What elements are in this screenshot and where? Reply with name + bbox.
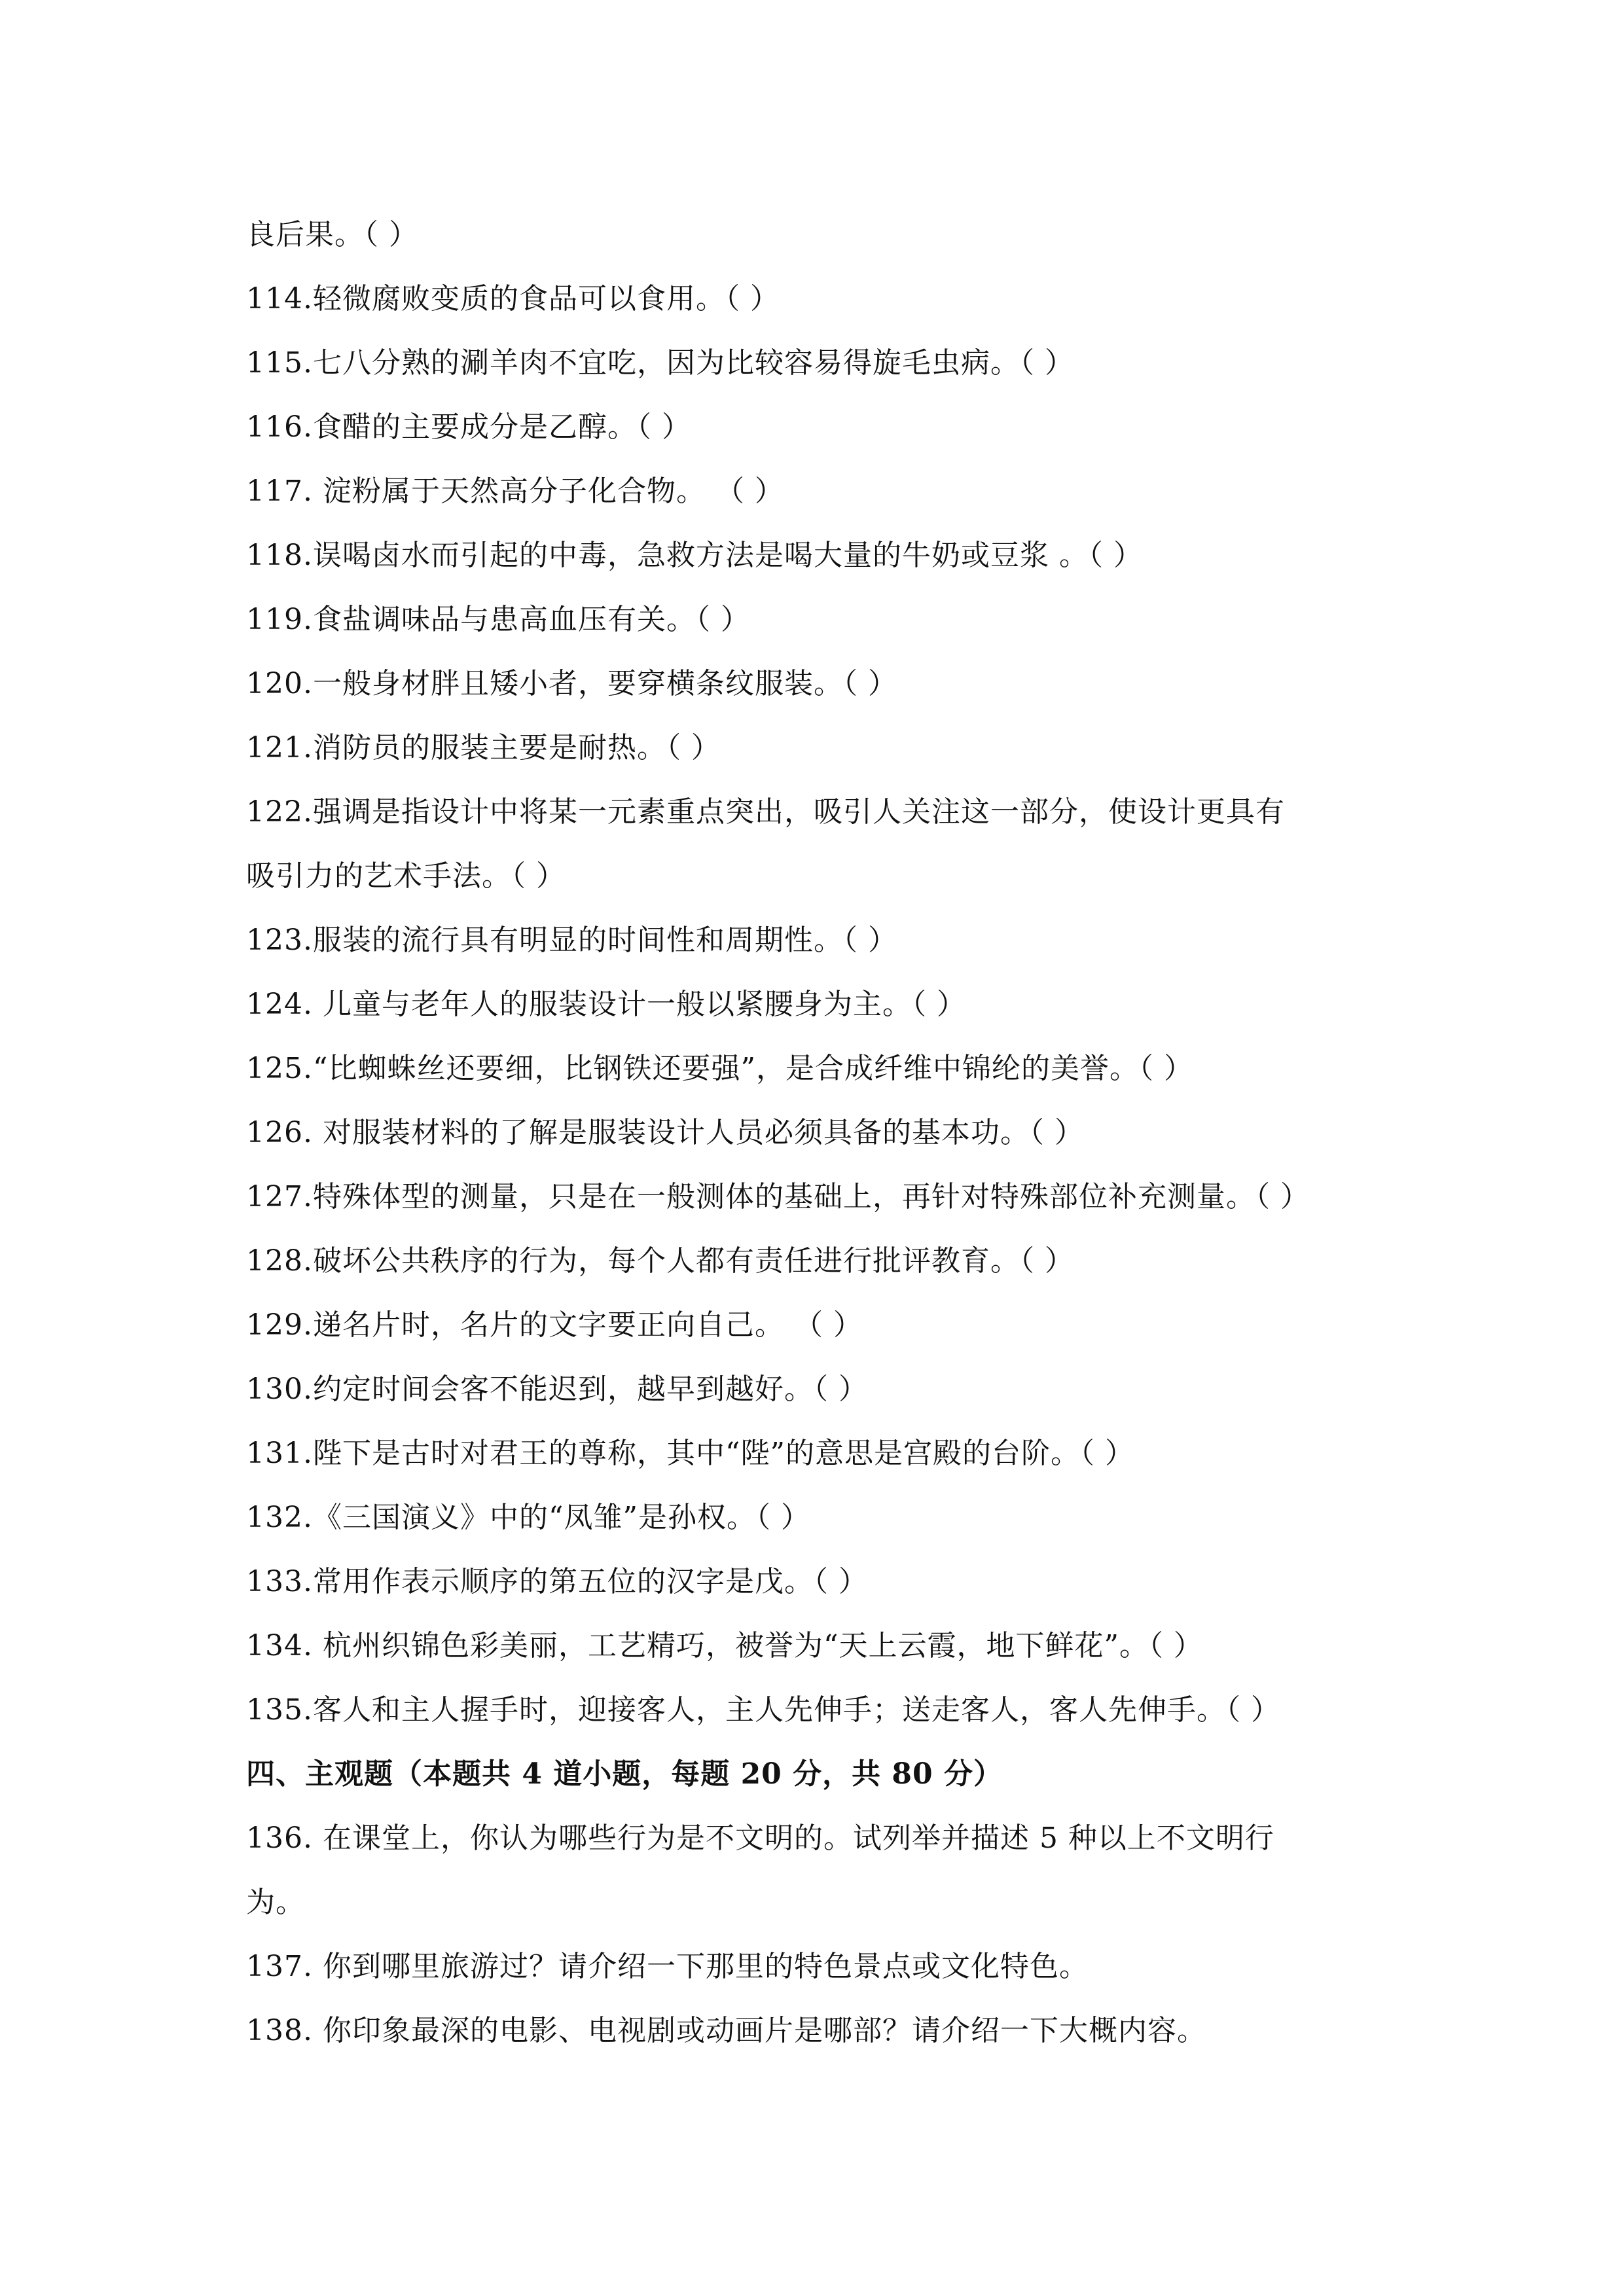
section-heading-subjective: 四、主观题（本题共 4 道小题，每题 20 分，共 80 分）: [246, 1757, 1003, 1791]
question-129: 129.递名片时，名片的文字要正向自己。 （ ）: [246, 1308, 863, 1342]
question-124: 124. 儿童与老年人的服装设计一般以紧腰身为主。（ ）: [246, 988, 966, 1021]
question-114: 114.轻微腐败变质的食品可以食用。（ ）: [246, 282, 780, 315]
question-123: 123.服装的流行具有明显的时间性和周期性。（ ）: [246, 924, 897, 957]
question-135: 135.客人和主人握手时，迎接客人，主人先伸手；送走客人，客人先伸手。（ ）: [246, 1693, 1280, 1727]
question-138: 138. 你印象最深的电影、电视剧或动画片是哪部？请介绍一下大概内容。: [246, 2014, 1206, 2047]
question-120: 120.一般身材胖且矮小者，要穿横条纹服装。（ ）: [246, 667, 897, 700]
question-119: 119.食盐调味品与患高血压有关。（ ）: [246, 603, 750, 636]
question-132: 132.《三国演义》中的“凤雏”是孙权。（ ）: [246, 1501, 810, 1534]
question-128: 128.破坏公共秩序的行为，每个人都有责任进行批评教育。（ ）: [246, 1244, 1074, 1278]
question-118: 118.误喝卤水而引起的中毒，急救方法是喝大量的牛奶或豆浆 。（ ）: [246, 539, 1143, 572]
page-content: [246, 203, 1398, 2063]
question-127: 127.特殊体型的测量，只是在一般测体的基础上，再针对特殊部位补充测量。（ ）: [246, 1180, 1310, 1213]
question-116: 116.食醋的主要成分是乙醇。（ ）: [246, 410, 691, 444]
question-131: 131.陛下是古时对君王的尊称，其中“陛”的意思是宫殿的台阶。（ ）: [246, 1437, 1134, 1470]
question-133: 133.常用作表示顺序的第五位的汉字是戊。（ ）: [246, 1565, 868, 1598]
question-136: 136. 在课堂上，你认为哪些行为是不文明的。试列举并描述 5 种以上不文明行: [246, 1821, 1274, 1855]
question-113-continuation: 良后果。（ ）: [246, 218, 418, 251]
question-121: 121.消防员的服装主要是耐热。（ ）: [246, 731, 721, 764]
question-134: 134. 杭州织锦色彩美丽，工艺精巧，被誉为“天上云霞，地下鲜花”。（ ）: [246, 1629, 1203, 1662]
question-136-continuation: 为。: [246, 1886, 305, 1919]
question-122-continuation: 吸引力的艺术手法。（ ）: [246, 859, 566, 893]
question-117: 117. 淀粉属于天然高分子化合物。 （ ）: [246, 475, 784, 508]
question-125: 125.“比蜘蛛丝还要细，比钢铁还要强”，是合成纤维中锦纶的美誉。（ ）: [246, 1052, 1193, 1085]
question-130: 130.约定时间会客不能迟到，越早到越好。（ ）: [246, 1372, 868, 1406]
question-137: 137. 你到哪里旅游过？请介绍一下那里的特色景点或文化特色。: [246, 1950, 1089, 1983]
question-115: 115.七八分熟的涮羊肉不宜吃，因为比较容易得旋毛虫病。（ ）: [246, 346, 1074, 380]
question-126: 126. 对服装材料的了解是服装设计人员必须具备的基本功。（ ）: [246, 1116, 1084, 1149]
question-122: 122.强调是指设计中将某一元素重点突出，吸引人关注这一部分，使设计更具有: [246, 795, 1285, 829]
